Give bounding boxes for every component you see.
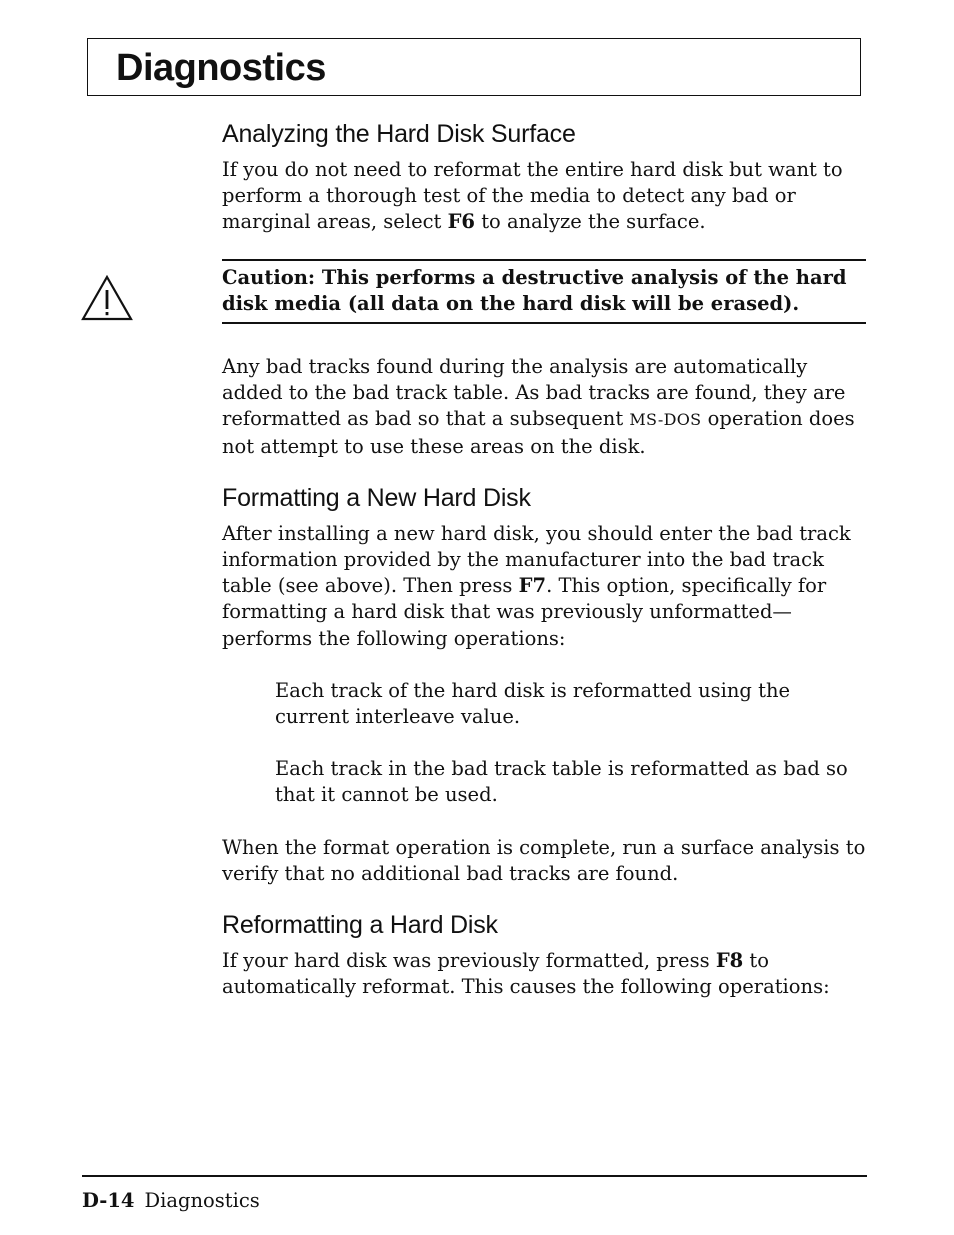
key-f7: F7 <box>518 574 547 598</box>
caution-text: Caution: This performs a destructive analysis of the hard disk media (all data on the hard disk will be erased). <box>222 265 847 315</box>
key-f8: F8 <box>715 949 744 973</box>
new-disk-intro: After installing a new hard disk, you should enter the bad track information provided by the manufacturer into the bad track table (see above). Then press F7. This option, specifically for formatting a hard disk that was previously unformatted—performs the following operations: <box>222 521 851 650</box>
list-item: Each track of the hard disk is reformatted using the current interleave value. <box>275 678 791 729</box>
chapter-title-box <box>87 38 861 96</box>
chapter-title: Diagnostics <box>116 47 326 89</box>
bad-tracks-paragraph: Any bad tracks found during the analysis are automatically added to the bad track table. As bad tracks are found, they are reformatted as bad so that a subsequent MS-DOS operation does not attempt to use these areas on the disk. <box>222 355 855 458</box>
section-heading-reformat: Reformatting a Hard Disk <box>222 911 498 940</box>
reformat-intro: If your hard disk was previously formatted, press F8 to automatically reformat. This causes the following operations: <box>222 949 830 999</box>
warning-triangle-icon <box>81 275 133 321</box>
os-name: MS-DOS <box>629 410 702 430</box>
new-disk-closing: When the format operation is complete, run a surface analysis to verify that no additional bad tracks are found. <box>222 835 866 885</box>
page-footer <box>82 1187 260 1215</box>
key-f6: F6 <box>447 210 475 234</box>
page-number: D-14 <box>82 1189 135 1212</box>
surface-analysis-intro: If you do not need to reformat the entire hard disk but want to perform a thorough test of the media to detect any bad or marginal areas, select F6 to analyze the surface. <box>222 158 843 234</box>
page-content <box>222 118 866 1000</box>
caution-box <box>222 259 866 324</box>
footer-divider <box>82 1175 867 1177</box>
section-heading-surface-analysis: Analyzing the Hard Disk Surface <box>222 120 576 148</box>
section-heading-new-disk: Formatting a New Hard Disk <box>222 483 531 512</box>
list-item: Each track in the bad track table is reformatted as bad so that it cannot be used. <box>275 757 848 807</box>
footer-chapter: Diagnostics <box>144 1189 260 1212</box>
